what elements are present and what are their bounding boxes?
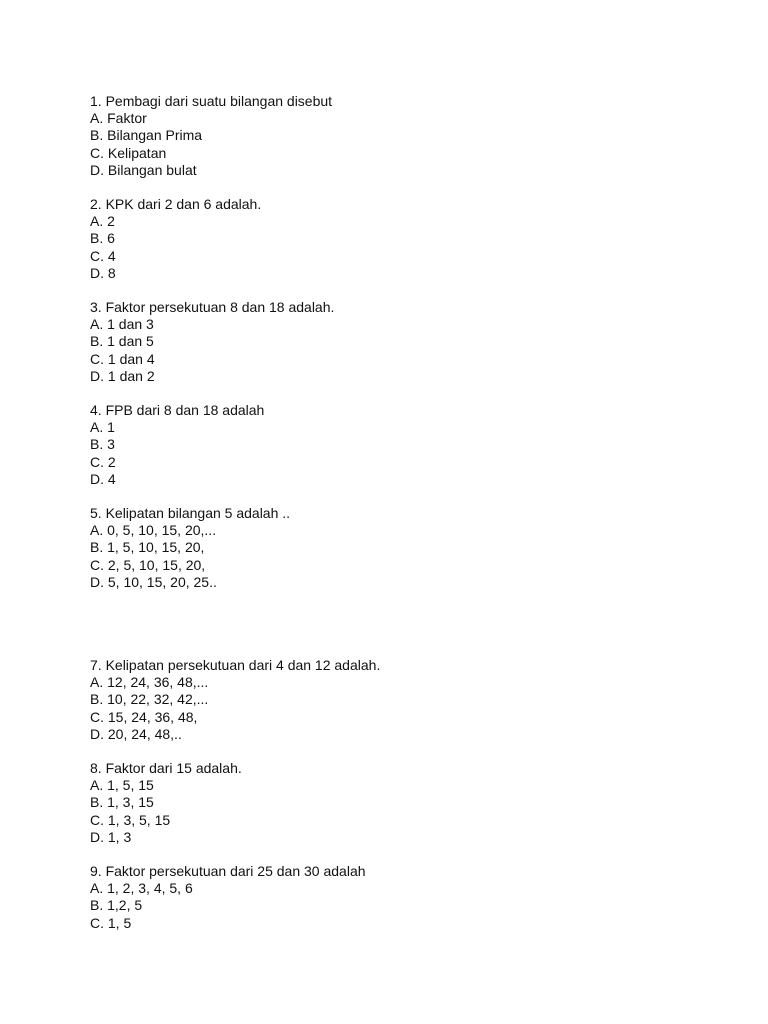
answer-option: A. 1 [90,419,115,436]
answer-option: D. Bilangan bulat [90,161,197,178]
question-prompt: 4. FPB dari 8 dan 18 adalah [90,402,265,418]
answer-option: B. 6 [90,230,115,247]
answer-option: D. 1 dan 2 [90,367,155,384]
answer-option: C. 15, 24, 36, 48, [90,708,198,725]
answer-option: A. 1 dan 3 [90,316,154,333]
question-prompt: 7. Kelipatan persekutuan dari 4 dan 12 adalah. [90,657,381,673]
answer-option: A. 2 [90,213,115,230]
answer-option: D. 1, 3 [90,828,132,845]
question-prompt: 5. Kelipatan bilangan 5 adalah .. [90,505,291,521]
answer-option: B. 1,2, 5 [90,897,143,914]
question-prompt: 9. Faktor persekutuan dari 25 dan 30 adalah [90,863,366,879]
answer-option: C. 1 dan 4 [90,350,155,367]
answer-option: B. 10, 22, 32, 42,... [90,691,209,708]
answer-option: D. 4 [90,470,116,487]
question-2 [90,196,730,282]
answer-option: A. 12, 24, 36, 48,... [90,674,209,691]
answer-option: C. Kelipatan [90,144,167,161]
answer-option: B. 1, 5, 10, 15, 20, [90,539,205,556]
answer-option: B. 3 [90,436,115,453]
question-1 [90,93,730,179]
question-prompt: 1. Pembagi dari suatu bilangan disebut [90,93,333,109]
answer-option: C. 4 [90,247,116,264]
answer-option: C. 1, 3, 5, 15 [90,811,171,828]
answer-option: D. 20, 24, 48,.. [90,725,182,742]
answer-option: D. 8 [90,264,116,281]
question-prompt: 8. Faktor dari 15 adalah. [90,760,242,776]
question-9 [90,863,730,932]
answer-option: B. Bilangan Prima [90,127,203,144]
answer-option: A. 1, 5, 15 [90,777,154,794]
answer-option: C. 2 [90,453,116,470]
answer-option: A. 1, 2, 3, 4, 5, 6 [90,880,193,897]
answer-option: A. 0, 5, 10, 15, 20,... [90,522,217,539]
question-4 [90,402,730,488]
answer-option: C. 1, 5 [90,914,132,931]
answer-option: A. Faktor [90,110,147,127]
question-5 [90,505,730,591]
question-7 [90,657,730,743]
answer-option: D. 5, 10, 15, 20, 25.. [90,573,217,590]
answer-option: B. 1 dan 5 [90,333,154,350]
question-8 [90,760,730,846]
question-prompt: 3. Faktor persekutuan 8 dan 18 adalah. [90,299,335,315]
question-prompt: 2. KPK dari 2 dan 6 adalah. [90,196,262,212]
answer-option: C. 2, 5, 10, 15, 20, [90,556,206,573]
question-3 [90,299,730,385]
answer-option: B. 1, 3, 15 [90,794,154,811]
